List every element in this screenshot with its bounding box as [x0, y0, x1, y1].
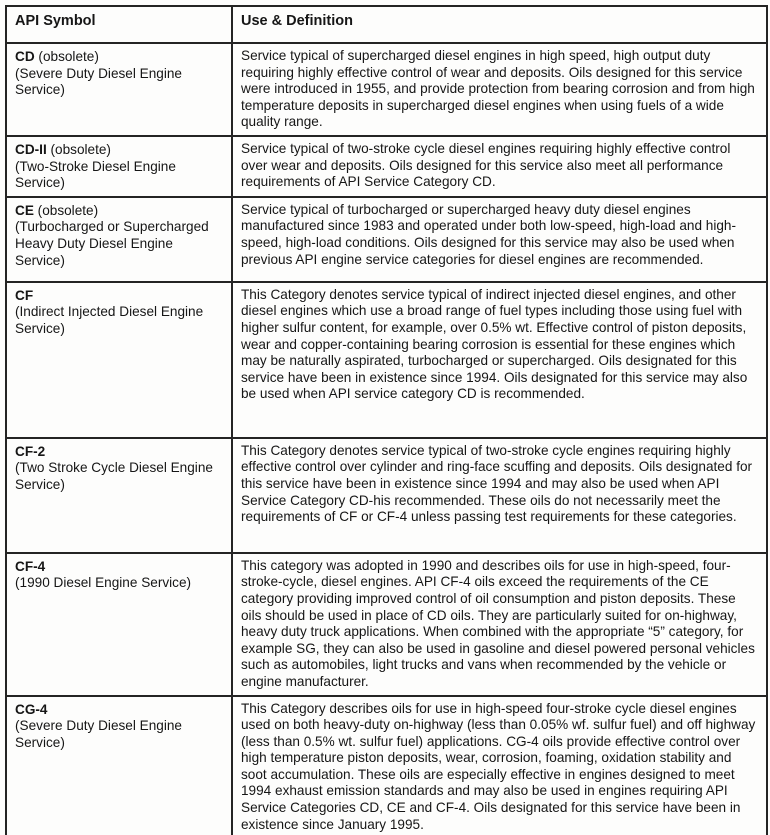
api-symbol-note: (obsolete): [33, 202, 99, 218]
api-categories-table: [5, 5, 768, 835]
table-row: [6, 282, 767, 438]
table-row: [6, 136, 767, 197]
api-symbol-code: CF-2: [15, 443, 46, 459]
api-symbol-subtitle: (Two-Stroke Diesel Engine Service): [15, 158, 176, 191]
api-symbol-note: (obsolete): [46, 141, 111, 157]
definition-cell: Service typical of supercharged diesel engines in high speed, high output duty requiring highly effective control of wear and deposits. Oils designed for this service were introduced in 1955, and provide protection from bearing corrosion and from high temperature deposits in supercharged diesel engines when using fuels of a wide quality range.: [232, 43, 767, 136]
api-symbol-subtitle: (Indirect Injected Diesel Engine Service): [15, 304, 204, 336]
definition-cell: Service typical of turbocharged or supercharged heavy duty diesel engines manufactured since 1983 and operated under both low-speed, high-load and high-speed, high-load conditions. Oils designed for this service may also be used when previous API engine service categories for diesel engines are recommended.: [232, 197, 767, 282]
table-row: [6, 438, 767, 553]
api-symbol-cell: [6, 696, 232, 835]
api-symbol-code: CD: [15, 49, 35, 64]
definition-cell: This category was adopted in 1990 and describes oils for use in high-speed, four-stroke-cycle, diesel engines. API CF-4 oils exceed the requirements of the CE category providing improved control of oil consumption and piston deposits. These oils should be used in place of CD oils. They are particularly suited for on-highway, heavy duty truck applications. When combined with the appropriate “5” category, for example SG, they can also be used in gasoline and diesel powered personal vehicles such as automobiles, light trucks and vans when recommended by the vehicle or engine manufacturer.: [232, 553, 767, 696]
column-header-api-symbol: API Symbol: [6, 6, 232, 43]
api-symbol-code: CF-4: [15, 558, 46, 574]
api-symbol-cell: [6, 197, 232, 282]
api-symbol-cell: [6, 282, 232, 438]
column-header-use-definition: Use & Definition: [232, 6, 767, 43]
api-symbol-subtitle: (Severe Duty Diesel Engine Service): [15, 718, 182, 750]
api-symbol-code: CF: [15, 287, 34, 303]
definition-cell: Service typical of two-stroke cycle diesel engines requiring highly effective control over wear and deposits. Oils designed for this service also meet all performance requirements of API Service Category CD.: [232, 136, 767, 197]
api-symbol-subtitle: (Turbocharged or Supercharged Heavy Duty Diesel Engine Service): [15, 219, 209, 268]
api-symbol-note: (obsolete): [34, 49, 99, 64]
table-row: [6, 553, 767, 696]
definition-cell: This Category denotes service typical of two-stroke cycle engines requiring highly effective control over cylinder and ring-face scuffing and deposits. Oils designated for this service have been in existence since 1994 and may also be used when API Service Category CD-his recommended. These oils do not necessarily meet the requirements of CF or CF-4 unless passing test requirements for these categories.: [232, 438, 767, 553]
api-symbol-code: CE: [15, 202, 34, 218]
table-row: [6, 43, 767, 136]
api-symbol-cell: [6, 43, 232, 136]
api-symbol-cell: [6, 553, 232, 696]
table-row: [6, 197, 767, 282]
api-symbol-cell: [6, 438, 232, 553]
definition-cell: This Category describes oils for use in high-speed four-stroke cycle diesel engines used on both heavy-duty on-highway (less than 0.05% wf. sulfur fuel) and off highway (less than 0.5% wt. sulfur fuel) applications. CG-4 oils provide effective control over high temperature piston deposits, wear, corrosion, foaming, oxidation stability and soot accumulation. These oils are especially effective in engines designed to meet 1994 exhaust emission standards and may also be used in engines requiring API Service Categories CD, CE and CF-4. Oils designated for this service have been in existence since January 1995.: [232, 696, 767, 835]
api-symbol-code: CD-II: [15, 141, 47, 157]
api-symbol-subtitle: (Severe Duty Diesel Engine Service): [15, 65, 182, 98]
table-row: [6, 696, 767, 835]
api-symbol-code: CG-4: [15, 701, 48, 717]
api-symbol-subtitle: (Two Stroke Cycle Diesel Engine Service): [15, 460, 213, 492]
definition-cell: This Category denotes service typical of indirect injected diesel engines, and other diesel engines which use a broad range of fuel types including those using fuel with higher sulfur content, for example, over 0.5% wt. Effective control of piston deposits, wear and copper-containing bearing corrosion is essential for these engines which may be naturally aspirated, turbocharged or supercharged. Oils designated for this service have been in existence since 1994. Oils designated for this service may also be used when API service category CD is recommended.: [232, 282, 767, 438]
api-symbol-subtitle: (1990 Diesel Engine Service): [15, 575, 192, 591]
api-symbol-cell: [6, 136, 232, 197]
table-header-row: [6, 6, 767, 43]
